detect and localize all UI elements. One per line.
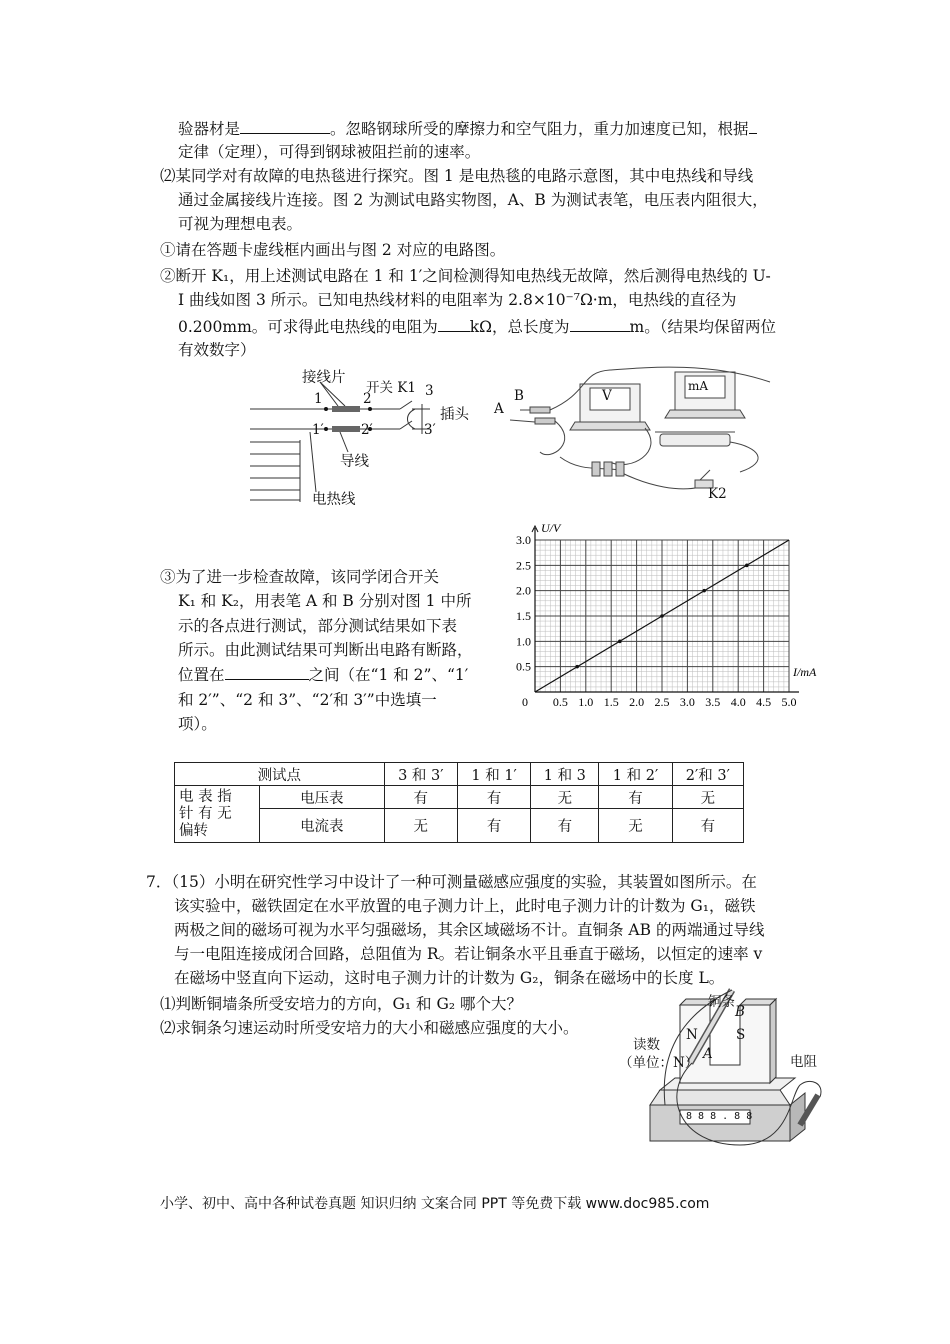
text-line: 定律（定理），可得到钢球被阻拦前的速率。 [178,143,481,161]
pole-n-label: N [686,1027,698,1043]
y-tick-label: 3.0 [516,533,531,547]
text-fragment: 位置在 [178,666,225,684]
copper-rod-label: 铜条 [708,994,735,1010]
table-row-label: 电流表 [260,809,385,843]
heater-label: 电热线 [312,492,356,508]
y-axis-label: U/V [541,521,561,535]
text-line: 示的各点进行测试，部分测试结果如下表 [178,617,458,635]
y-tick-label: 0.5 [516,659,531,674]
table-group-label [175,786,260,843]
text-fragment: 之间（在“1 和 2”、“1′ [308,666,469,684]
answer-blank [225,664,309,680]
table-cell: 有 [672,809,743,843]
data-point [575,665,579,669]
text-line: 在磁场中竖直向下运动，这时电子测力计的计数为 G₂，铜条在磁场中的长度 L。 [174,969,725,987]
text-line: ②断开 K₁，用上述测试电路在 1 和 1′之间检测得知电热线无故障，然后测得电热线的 U- [160,267,771,285]
tab-label: 接线片 [302,370,346,386]
origin-label: 0 [522,695,528,709]
group-label-line: 针 有 无 [179,805,232,822]
text-line: ⑵某同学对有故障的电热毯进行探究。图 1 是电热毯的电路示意图，其中电热线和导线 [160,167,754,185]
x-tick-label: 0.5 [552,695,568,709]
text-line: 7．（15）小明在研究性学习中设计了一种可测量磁感应强度的实验，其装置如图所示。在 [146,873,757,891]
x-tick-label: 4.0 [730,695,746,709]
table-header-cell: 3 和 3′ [384,763,457,786]
endpoint-b-label: B [735,1004,745,1020]
text-line: ③为了进一步检查故障，该同学闭合开关 [160,568,440,586]
y-tick-label: 1.0 [516,634,531,649]
data-point [702,589,706,593]
text-line: 可视为理想电表。 [178,215,303,233]
answer-blank [570,316,630,332]
data-point [660,614,664,618]
node-label: 3 [425,383,434,399]
text-line [178,118,757,139]
node-label: 2 [363,391,372,407]
table-header-cell: 测试点 [175,763,385,786]
table-cell: 有 [599,786,672,809]
text-line: ⑴判断铜墙条所受安培力的方向，G₁ 和 G₂ 哪个大？ [160,995,522,1013]
text-line: 和 2′”、“2 和 3”、“2′和 3′”中选填一 [178,691,437,709]
data-point [618,640,622,644]
text-line: K₁ 和 K₂，用表笔 A 和 B 分别对图 1 中所 [178,592,472,610]
table-row [175,809,744,843]
table-cell: 有 [384,786,457,809]
answer-blank [438,316,470,332]
x-tick-label: 2.5 [654,695,670,709]
plug-label: 插头 [440,407,469,423]
table-header-cell: 2′和 3′ [672,763,743,786]
group-label-line: 偏转 [179,822,208,839]
table-cell: 无 [531,786,599,809]
text-line [178,316,776,337]
table-row-label: 电压表 [260,786,385,809]
probe-b-label: B [514,388,524,404]
text-line: 有效数字） [178,341,256,359]
x-tick-label: 4.5 [756,695,772,709]
text-line: I 曲线如图 3 所示。已知电热线材料的电阻率为 2.8×10⁻⁷Ω·m，电热线的直径为 [178,291,737,309]
x-tick-label: 2.0 [629,695,645,709]
table-row [175,786,744,809]
table-cell: 有 [457,786,530,809]
table-cell: 无 [599,809,672,843]
text-fragment: 0.200mm。可求得此电热线的电阻为 [178,318,438,336]
reading-label: 读数 [633,1037,660,1053]
data-point [745,564,749,568]
x-tick-label: 5.0 [781,695,797,709]
resistor-label: 电阻 [790,1054,817,1070]
text-fragment: m。（结果均保留两位 [629,318,776,336]
switch-label: 开关 K1 [366,380,416,396]
text-fragment: 。忽略钢球所受的摩擦力和空气阻力，重力加速度已知，根据 [330,120,749,138]
x-axis-label: I/mA [793,665,817,679]
answer-blank [240,118,330,134]
test-results-table [174,762,744,843]
table-header-cell: 1 和 1′ [457,763,530,786]
x-tick-label: 1.5 [603,695,619,709]
table-cell: 无 [672,786,743,809]
table-cell: 有 [531,809,599,843]
answer-blank [749,118,757,134]
text-fragment: kΩ，总长度为 [469,318,570,336]
figure-2-apparatus [490,362,800,502]
table-cell: 有 [457,809,530,843]
text-fragment: 验器材是 [178,120,241,138]
node-label: 1′ [312,422,324,438]
text-line: 两极之间的磁场可视为水平匀强磁场，其余区域磁场不计。直铜条 AB 的两端通过导线 [174,921,765,939]
y-tick-label: 2.0 [516,583,531,598]
x-tick-label: 3.5 [705,695,721,709]
text-line: 所示。由此测试结果可判断出电路有断路， [178,641,473,659]
text-line: ①请在答题卡虚线框内画出与图 2 对应的电路图。 [160,241,506,259]
footer-text: 小学、初中、高中各种试卷真题 知识归纳 文案合同 PPT 等免费下载 www.doc985.com [160,1196,710,1212]
text-line: 通过金属接线片连接。图 2 为测试电路实物图，A、B 为测试表笔，电压表内阻很大， [178,191,768,209]
text-line [178,664,468,685]
k2-label: K2 [708,486,727,502]
probe-a-label: A [494,401,504,417]
table-header-cell: 1 和 2′ [599,763,672,786]
voltmeter-label: V [602,388,612,404]
x-tick-label: 1.0 [578,695,594,709]
y-tick-label: 2.5 [516,558,531,573]
y-tick-label: 1.5 [516,609,531,623]
text-line: 该实验中，磁铁固定在水平放置的电子测力计上，此时电子测力计的计数为 G₁，磁铁 [174,897,756,915]
text-line: 项）。 [178,715,217,733]
text-line: ⑵求铜条匀速运动时所受安培力的大小和磁感应强度的大小。 [160,1019,579,1037]
reading-unit-label: （单位：N） [619,1055,699,1071]
ui-curve-chart [500,515,840,715]
endpoint-a-label: A [703,1046,713,1062]
scale-display: 8 8 8 . 8 8 [686,1111,753,1122]
wire-label: 导线 [340,454,369,470]
pole-s-label: S [736,1027,746,1043]
text-line: 与一电阻连接成闭合回路，总阻值为 R。若让铜条水平且垂直于磁场，以恒定的速率 v [174,945,763,963]
ammeter-label: mA [688,379,709,393]
table-header-cell: 1 和 3 [531,763,599,786]
group-label-line: 电 表 指 [179,788,232,805]
node-label: 2′ [361,422,373,438]
node-label: 3′ [424,422,436,438]
table-cell: 无 [384,809,457,843]
table-header-row [175,763,744,786]
node-label: 1 [314,391,323,407]
x-tick-label: 3.0 [679,695,695,709]
